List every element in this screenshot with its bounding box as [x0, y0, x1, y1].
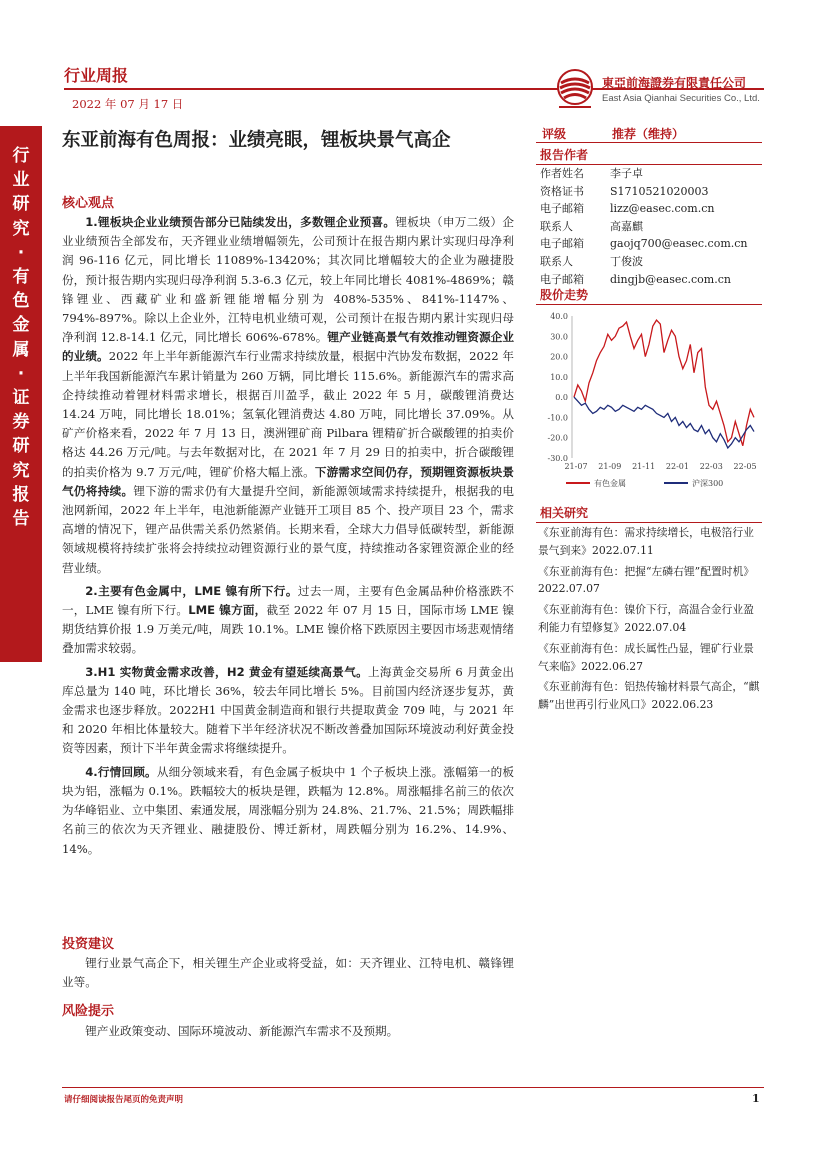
body-text: 截至 2022 年 07 月 15 日，国际市场 LME 镍期货结算价报 1.9 万美元/吨，周跌 10.1%。LME 镍价格下跌原因主要因市场悲观情绪叠加需求较弱。	[62, 603, 514, 656]
y-tick-label: 10.0	[550, 372, 568, 382]
body-text: 从细分领域来看，有色金属子板块中 1 个子板块上涨。涨幅第一的板块为铝，涨幅为 0.1%。跌幅较大的板块是锂，跌幅为 12.8%。周涨幅排名前三的依次为华峰铝业、立中集团、索通发展，周涨幅分别为 24.8%、21.7%、21.5%；周跌幅排名前三的依次为天齐锂业、融捷股份、博迁新材，周跌幅分别为 16.2%、14.9%、14%。	[62, 764, 515, 856]
y-tick-label: 0.0	[555, 393, 568, 403]
investment-body	[62, 954, 514, 992]
related-item[interactable]: 《东亚前海有色：需求持续增长，电极箔行业景气到来》2022.07.11	[538, 526, 754, 557]
body-text: 锂板块（申万二级）企业业绩预告全部发布，天齐锂业业绩增幅领先，公司预计在报告期内累计实现归母净利润 96-116 亿元，同比增长 11089%-13420%；其次同比增幅较大的企业为融捷股份，预计报告期内实现归母净利润 5.3-6.3 亿元，较上年同比增长 4081%-4869%；赣锋锂业、西藏矿业和盛新锂能增幅分别为 408%-535%、841%-1147%、794%-897%。除以上企业外，江特电机业绩可观，公司预计在报告期内累计实现归母净利润 12.8-14.1 亿元，同比增长 606%-678%。	[62, 215, 514, 345]
report-type: 行业周报	[64, 66, 129, 85]
author-key: 联系人	[540, 219, 573, 233]
lead-text: 1.锂板块企业业绩预告部分已陆续发出，多数锂企业预喜。	[85, 215, 396, 229]
x-tick-label: 22-05	[733, 462, 757, 471]
author-row	[540, 183, 762, 201]
body-text: 上海黄金交易所 6 月黄金出库总量为 140 吨，环比增长 36%，较去年同比增长 5%。目前国内经济逐步复苏，黄金需求也逐步释放。2022H1 中国黄金制造商和银行共提取黄金 709 吨，与 2021 年和 2020 年相比体量较大。随着下半年经济状况不断改善叠加国际环境波动利好黄金投资等因素，预计下半年黄金需求将继续提升。	[62, 664, 515, 756]
author-key: 资格证书	[540, 184, 584, 198]
page-number: 1	[752, 1092, 760, 1105]
related-item[interactable]: 《东亚前海有色：镍价下行，高温合金行业盈利能力有望修复》2022.07.04	[538, 603, 754, 634]
paragraph-4	[62, 763, 514, 859]
author-value: S1710521020003	[610, 184, 709, 198]
author-key: 电子邮箱	[540, 202, 584, 216]
lead-text: LME 镍方面，	[188, 603, 267, 618]
author-value: 李子卓	[610, 167, 643, 180]
related-heading: 相关研究	[536, 504, 762, 523]
company-name-cn: 東亞前海證券有限責任公司	[602, 76, 747, 90]
lead-text: 下游需求空间仍存，预期锂资源板块景气仍将持续。	[62, 464, 514, 498]
legend-label-hs300: 沪深300	[692, 479, 724, 488]
body-text: 锂下游的需求仍有大量提升空间，新能源领域需求持续提升，根据我的电池网新闻，2022 年上半年，电池新能源产业链开工项目 85 个、投产项目 23 个，需求高增的情况下，锂产品供需关系仍然紧俏。长期来看，全球大力倡导低碳转型，新能源领域规模将持续扩张将会持续拉动锂资源行业的景气度，持续推动各家锂资源企业的经营业绩。	[62, 483, 514, 575]
author-key: 电子邮箱	[540, 272, 584, 286]
y-tick-label: -30.0	[547, 454, 568, 463]
section-investment-advice: 投资建议	[62, 937, 115, 952]
company-logo	[553, 67, 597, 111]
rating-label: 评级	[542, 127, 567, 141]
related-list	[538, 524, 764, 717]
legend-label-nonferrous: 有色金属	[594, 479, 626, 488]
section-risk-warning: 风险提示	[62, 1004, 115, 1019]
y-tick-label: -20.0	[547, 433, 568, 443]
related-item[interactable]: 《东亚前海有色：成长属性凸显，锂矿行业景气来临》2022.06.27	[538, 641, 754, 673]
footer-disclaimer: 请仔细阅读报告尾页的免责声明	[64, 1095, 184, 1105]
author-value: lizz@easec.com.cn	[610, 202, 715, 216]
core-views-body	[62, 213, 514, 859]
page-title: 东亚前海有色周报：业绩亮眼，锂板块景气高企	[62, 130, 451, 151]
investment-text: 锂行业景气高企下，相关锂生产企业或将受益，如：天齐锂业、江特电机、赣锋锂业等。	[62, 956, 514, 990]
chart-heading: 股价走势	[536, 286, 762, 305]
risk-text: 锂产业政策变动、国际环境波动、新能源汽车需求不及预期。	[85, 1024, 399, 1038]
risk-body	[62, 1022, 514, 1041]
y-tick-label: -10.0	[547, 413, 568, 423]
x-tick-label: 22-01	[665, 462, 689, 471]
section-core-views: 核心观点	[62, 196, 115, 211]
related-item[interactable]: 《东亚前海有色：铝热传输材料景气高企，“麒麟”出世再引行业风口》2022.06.23	[538, 680, 760, 712]
author-value: gaojq700@easec.com.cn	[610, 237, 748, 251]
sidebar-band	[0, 126, 42, 662]
author-value: dingjb@easec.com.cn	[610, 272, 731, 286]
author-row	[540, 200, 762, 218]
lead-text: 2.主要有色金属中，LME 镍有所下行。	[85, 583, 298, 598]
authors-heading: 报告作者	[536, 146, 762, 165]
body-text: 2022 年上半年新能源汽车行业需求持续放量，根据中汽协发布数据，2022 年上半年我国新能源汽车累计销量为 260 万辆，同比增长 115.6%。新能源汽车的需求高企持续推动着锂材料需求增长，根据百川盈孚，截止 2022 年 5 月，碳酸锂消费达 14.24 万吨，同比增长 18.01%；氢氧化锂消费达 4.80 万吨，同比增长 37.09%。从矿产价格来看，2022 年 7 月 13 日，澳洲锂矿商 Pilbara 锂精矿折合碳酸锂的拍卖价格达 44.26 万元/吨。与去年数据对比，在 2021 年 7 月 29 日的拍卖中，折合碳酸锂的拍卖价格为 9.7 万元/吨，锂矿价格大幅上涨。	[62, 349, 514, 479]
footer-rule	[62, 1087, 764, 1088]
rating-value: 推荐（维持）	[612, 127, 685, 141]
x-tick-label: 21-11	[632, 462, 656, 471]
author-value: 高嘉麒	[610, 219, 643, 233]
author-row	[540, 218, 762, 236]
author-key: 联系人	[540, 254, 573, 268]
price-chart	[532, 306, 764, 496]
company-name-en: East Asia Qianhai Securities Co., Ltd.	[602, 93, 760, 104]
author-row	[540, 253, 762, 271]
body-text: 过去一周，主要有色金属品种价格涨跌不一，LME 镍有所下行。	[62, 583, 514, 618]
y-tick-label: 20.0	[550, 352, 568, 362]
report-date: 2022 年 07 月 17 日	[72, 97, 184, 111]
y-tick-label: 30.0	[550, 332, 568, 342]
sidebar-label: 行 业 研 究 · 有 色 金 属 · 证 券 研 究 报 告	[12, 146, 30, 530]
author-value: 丁俊波	[610, 254, 643, 268]
lead-text: 4.行情回顾。	[85, 764, 157, 779]
paragraph-2	[62, 582, 514, 659]
x-tick-label: 22-03	[699, 462, 723, 471]
lead-text: 锂产业链高景气有效推动锂资源企业的业绩。	[62, 330, 514, 364]
author-row	[540, 165, 762, 183]
series-line-nonferrous	[574, 320, 754, 446]
x-tick-label: 21-07	[564, 462, 588, 471]
paragraph-3	[62, 663, 514, 759]
author-table	[540, 165, 762, 288]
x-tick-label: 21-09	[598, 462, 622, 471]
author-key: 电子邮箱	[540, 237, 584, 251]
paragraph-1	[62, 213, 514, 578]
author-key: 作者姓名	[540, 167, 584, 180]
rating-bar	[536, 125, 762, 143]
y-tick-label: 40.0	[550, 312, 568, 321]
related-item[interactable]: 《东亚前海有色：把握“左磷右锂”配置时机》2022.07.07	[538, 564, 755, 596]
author-row	[540, 235, 762, 253]
lead-text: 3.H1 实物黄金需求改善，H2 黄金有望延续高景气。	[85, 664, 369, 679]
